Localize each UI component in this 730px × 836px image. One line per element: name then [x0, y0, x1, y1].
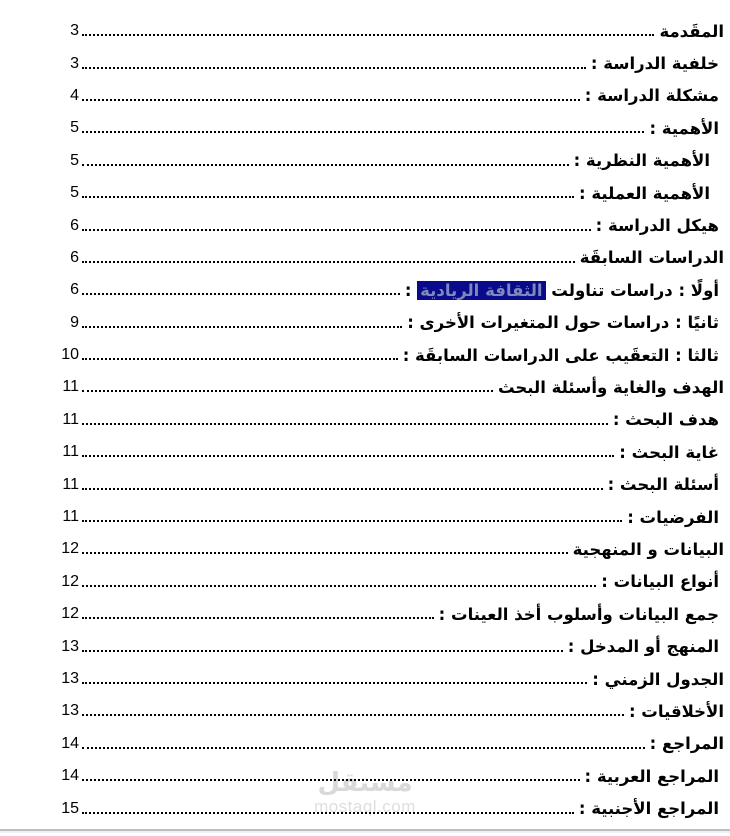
toc-entry[interactable] [58, 242, 724, 274]
toc-page-number[interactable]: 13 [61, 637, 79, 655]
toc-page-number[interactable]: 3 [70, 22, 79, 40]
dot-leader [82, 488, 603, 490]
toc-entry[interactable] [58, 404, 724, 436]
toc-entry[interactable] [58, 274, 724, 306]
toc-entry[interactable] [58, 468, 724, 500]
toc-entry-title[interactable]: أسئلة البحث : [607, 475, 719, 495]
toc-page-number[interactable]: 11 [62, 475, 79, 493]
page-bottom-border [0, 829, 730, 831]
dot-leader [82, 520, 622, 522]
toc-entry[interactable] [58, 533, 724, 565]
toc-page-number[interactable]: 13 [61, 670, 79, 687]
toc-entry-text: : [404, 280, 418, 300]
toc-page-number[interactable]: 11 [62, 508, 79, 526]
toc-page-number[interactable]: 3 [70, 54, 79, 72]
dot-leader [82, 650, 563, 652]
toc-entry-title[interactable]: هيكل الدراسة : [595, 216, 719, 236]
toc-entry-title[interactable]: المراجع الأجنبية : [578, 799, 719, 819]
toc-page-number[interactable]: 6 [70, 216, 79, 234]
toc-entry-title[interactable]: ثانيًا : دراسات حول المتغيرات الأخرى : [407, 313, 719, 333]
dot-leader [82, 812, 574, 814]
dot-leader [82, 779, 580, 781]
toc-entry-title[interactable]: أنواع البيانات : [601, 572, 719, 592]
toc-entry[interactable] [58, 598, 724, 630]
toc-page-number[interactable]: 10 [61, 346, 79, 364]
toc-entry-title[interactable]: هدف البحث : [612, 410, 719, 430]
toc-entry[interactable] [58, 15, 724, 47]
dot-leader [82, 617, 434, 619]
dot-leader [82, 229, 591, 231]
toc-page-number[interactable]: 6 [70, 281, 79, 299]
toc-entry-title[interactable]: الأهمية النظرية : [573, 151, 710, 171]
toc-page-number[interactable]: 14 [61, 767, 79, 785]
dot-leader [82, 747, 645, 749]
toc-entry-title[interactable]: المقَدمة [659, 21, 724, 41]
toc-entry-title[interactable]: الهدف والغاية وأسئلة البحث [497, 377, 724, 397]
toc-page-number[interactable]: 15 [61, 799, 79, 817]
toc-entry-text: أولًا : دراسات تناولت [545, 280, 719, 300]
dot-leader [82, 99, 580, 101]
toc-entry-title[interactable]: المراجع : [649, 734, 724, 754]
toc-page-number[interactable]: 14 [61, 734, 79, 752]
toc-entry[interactable] [58, 80, 724, 112]
toc-entry[interactable] [58, 47, 724, 79]
toc-entry-title[interactable]: الأخلاقيات : [628, 701, 724, 721]
toc-entry-title[interactable]: الفرضيات : [627, 507, 719, 527]
toc-entry[interactable] [58, 436, 724, 468]
dot-leader [82, 358, 398, 360]
toc-page-number[interactable]: 6 [70, 248, 79, 266]
toc-page-number[interactable]: 5 [70, 151, 79, 169]
toc-entry[interactable] [58, 566, 724, 598]
toc-entry[interactable] [58, 209, 724, 241]
toc-page-number[interactable]: 5 [70, 119, 79, 137]
dot-leader [82, 164, 569, 166]
table-of-contents [0, 15, 730, 825]
toc-page-number[interactable]: 12 [61, 540, 79, 558]
toc-entry-title[interactable]: المراجع العربية : [584, 766, 719, 786]
dot-leader [82, 326, 402, 328]
toc-entry[interactable] [58, 501, 724, 533]
toc-entry-title[interactable]: غاية البحث : [619, 442, 719, 462]
dot-leader [82, 585, 596, 587]
toc-page-number[interactable]: 4 [70, 86, 79, 104]
toc-entry-title[interactable]: الأهمية : [649, 118, 719, 138]
toc-page-number[interactable]: 11 [62, 378, 79, 396]
toc-entry-title[interactable]: ثالثا : التعقَيب على الدراسات السابقَة : [402, 345, 719, 365]
toc-entry[interactable] [58, 112, 724, 144]
toc-entry-title[interactable]: خلفية الدراسة : [590, 54, 719, 74]
dot-leader [82, 552, 568, 554]
toc-page-number[interactable]: 12 [61, 605, 79, 623]
toc-page-number[interactable]: 5 [70, 184, 79, 202]
toc-entry-title[interactable]: الدراسات السابقَة [579, 248, 724, 268]
toc-entry[interactable] [58, 177, 724, 209]
dot-leader [82, 261, 575, 263]
toc-entry[interactable] [58, 339, 724, 371]
toc-entry-title[interactable]: مشكلة الدراسة : [584, 86, 719, 106]
toc-entry-title[interactable]: البيانات و المنهجية [572, 539, 724, 559]
toc-page-number[interactable]: 12 [61, 572, 79, 590]
toc-entry[interactable] [58, 307, 724, 339]
watermark-arabic-logo: مستقل [317, 768, 413, 798]
toc-page-number[interactable]: 13 [61, 702, 79, 720]
toc-entry[interactable] [58, 630, 724, 662]
toc-entry[interactable] [58, 728, 724, 760]
toc-entry[interactable] [58, 663, 724, 695]
toc-page-number[interactable]: 9 [70, 313, 79, 331]
dot-leader [82, 67, 586, 69]
toc-entry[interactable] [58, 145, 724, 177]
dot-leader [82, 423, 608, 425]
dot-leader [82, 196, 574, 198]
watermark-domain: mostaql.com [314, 796, 416, 816]
toc-entry-title[interactable]: الأهمية العملية : [579, 183, 710, 203]
toc-entry[interactable] [58, 792, 724, 824]
dot-leader [82, 34, 654, 36]
toc-page-number[interactable]: 11 [62, 443, 79, 461]
dot-leader [82, 714, 624, 716]
toc-entry[interactable] [58, 695, 724, 727]
dot-leader [82, 390, 493, 392]
toc-entry-title[interactable]: الجدول الزمني : [592, 669, 724, 689]
highlighted-text[interactable]: الثقافة الريادية [417, 281, 545, 300]
toc-entry[interactable] [58, 371, 724, 403]
toc-entry-title[interactable] [405, 281, 719, 300]
toc-page-number[interactable]: 11 [62, 410, 79, 428]
dot-leader [82, 682, 587, 684]
toc-entry-title[interactable]: جمع البيانات وأسلوب أخذ العينات : [438, 604, 719, 624]
toc-entry[interactable] [58, 760, 724, 792]
dot-leader [82, 455, 614, 457]
dot-leader [82, 131, 644, 133]
toc-entry-title[interactable]: المنهج أو المدخل : [567, 637, 719, 657]
dot-leader [82, 293, 400, 295]
